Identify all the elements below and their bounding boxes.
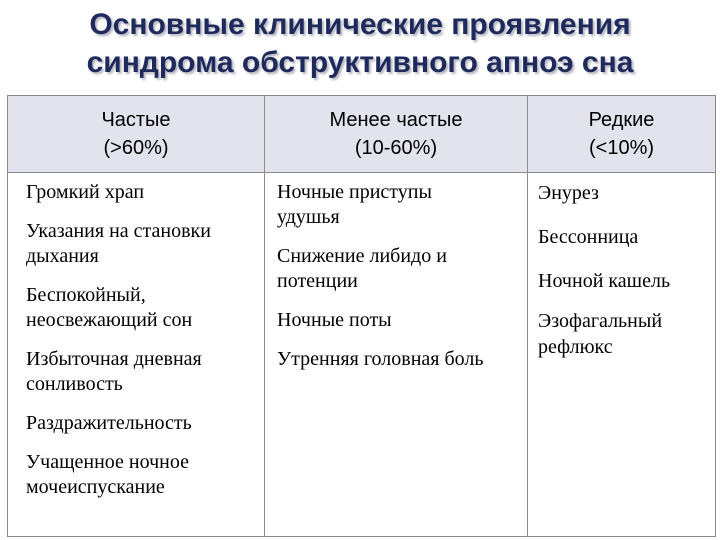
list-item: Эзофагальный рефлюкс [538, 310, 663, 358]
slide-title [0, 6, 720, 82]
column-frequent [26, 180, 258, 514]
header-frequent-range: (>60%) [103, 137, 169, 159]
header-less-frequent-range: (10-60%) [354, 137, 438, 159]
header-frequent [8, 96, 264, 172]
title-line-2: синдрома обструктивного апноэ сна [86, 46, 634, 79]
list-item: Снижение либидо и потенции [277, 245, 447, 292]
symptoms-table [7, 95, 716, 537]
list-item: Ночные поты [277, 309, 392, 331]
list-item: Учащенное ночное мочеиспускание [26, 451, 189, 498]
header-rare-range: (<10%) [588, 137, 655, 159]
header-rare-label: Редкие [588, 109, 655, 131]
list-item: Беспокойный, неосвежающий сон [26, 284, 193, 331]
header-less-frequent-label: Менее частые [329, 109, 463, 131]
list-item: Избыточная дневная сонливость [26, 348, 202, 395]
list-item: Энурез [538, 182, 599, 204]
title-line-1: Основные клинические проявления [89, 8, 631, 41]
list-item: Ночной кашель [538, 270, 671, 292]
list-item: Громкий храп [26, 181, 145, 203]
header-frequent-label: Частые [101, 109, 171, 131]
list-item: Ночные приступы удушья [277, 181, 432, 228]
list-item: Утренняя головная боль [277, 348, 484, 370]
column-less-frequent [277, 180, 489, 386]
list-item: Указания на становки дыхания [26, 220, 211, 267]
header-rare [528, 96, 715, 172]
list-item: Раздражительность [26, 412, 192, 434]
column-rare [538, 180, 708, 374]
header-less-frequent [265, 96, 527, 172]
list-item: Бессонница [538, 226, 639, 248]
